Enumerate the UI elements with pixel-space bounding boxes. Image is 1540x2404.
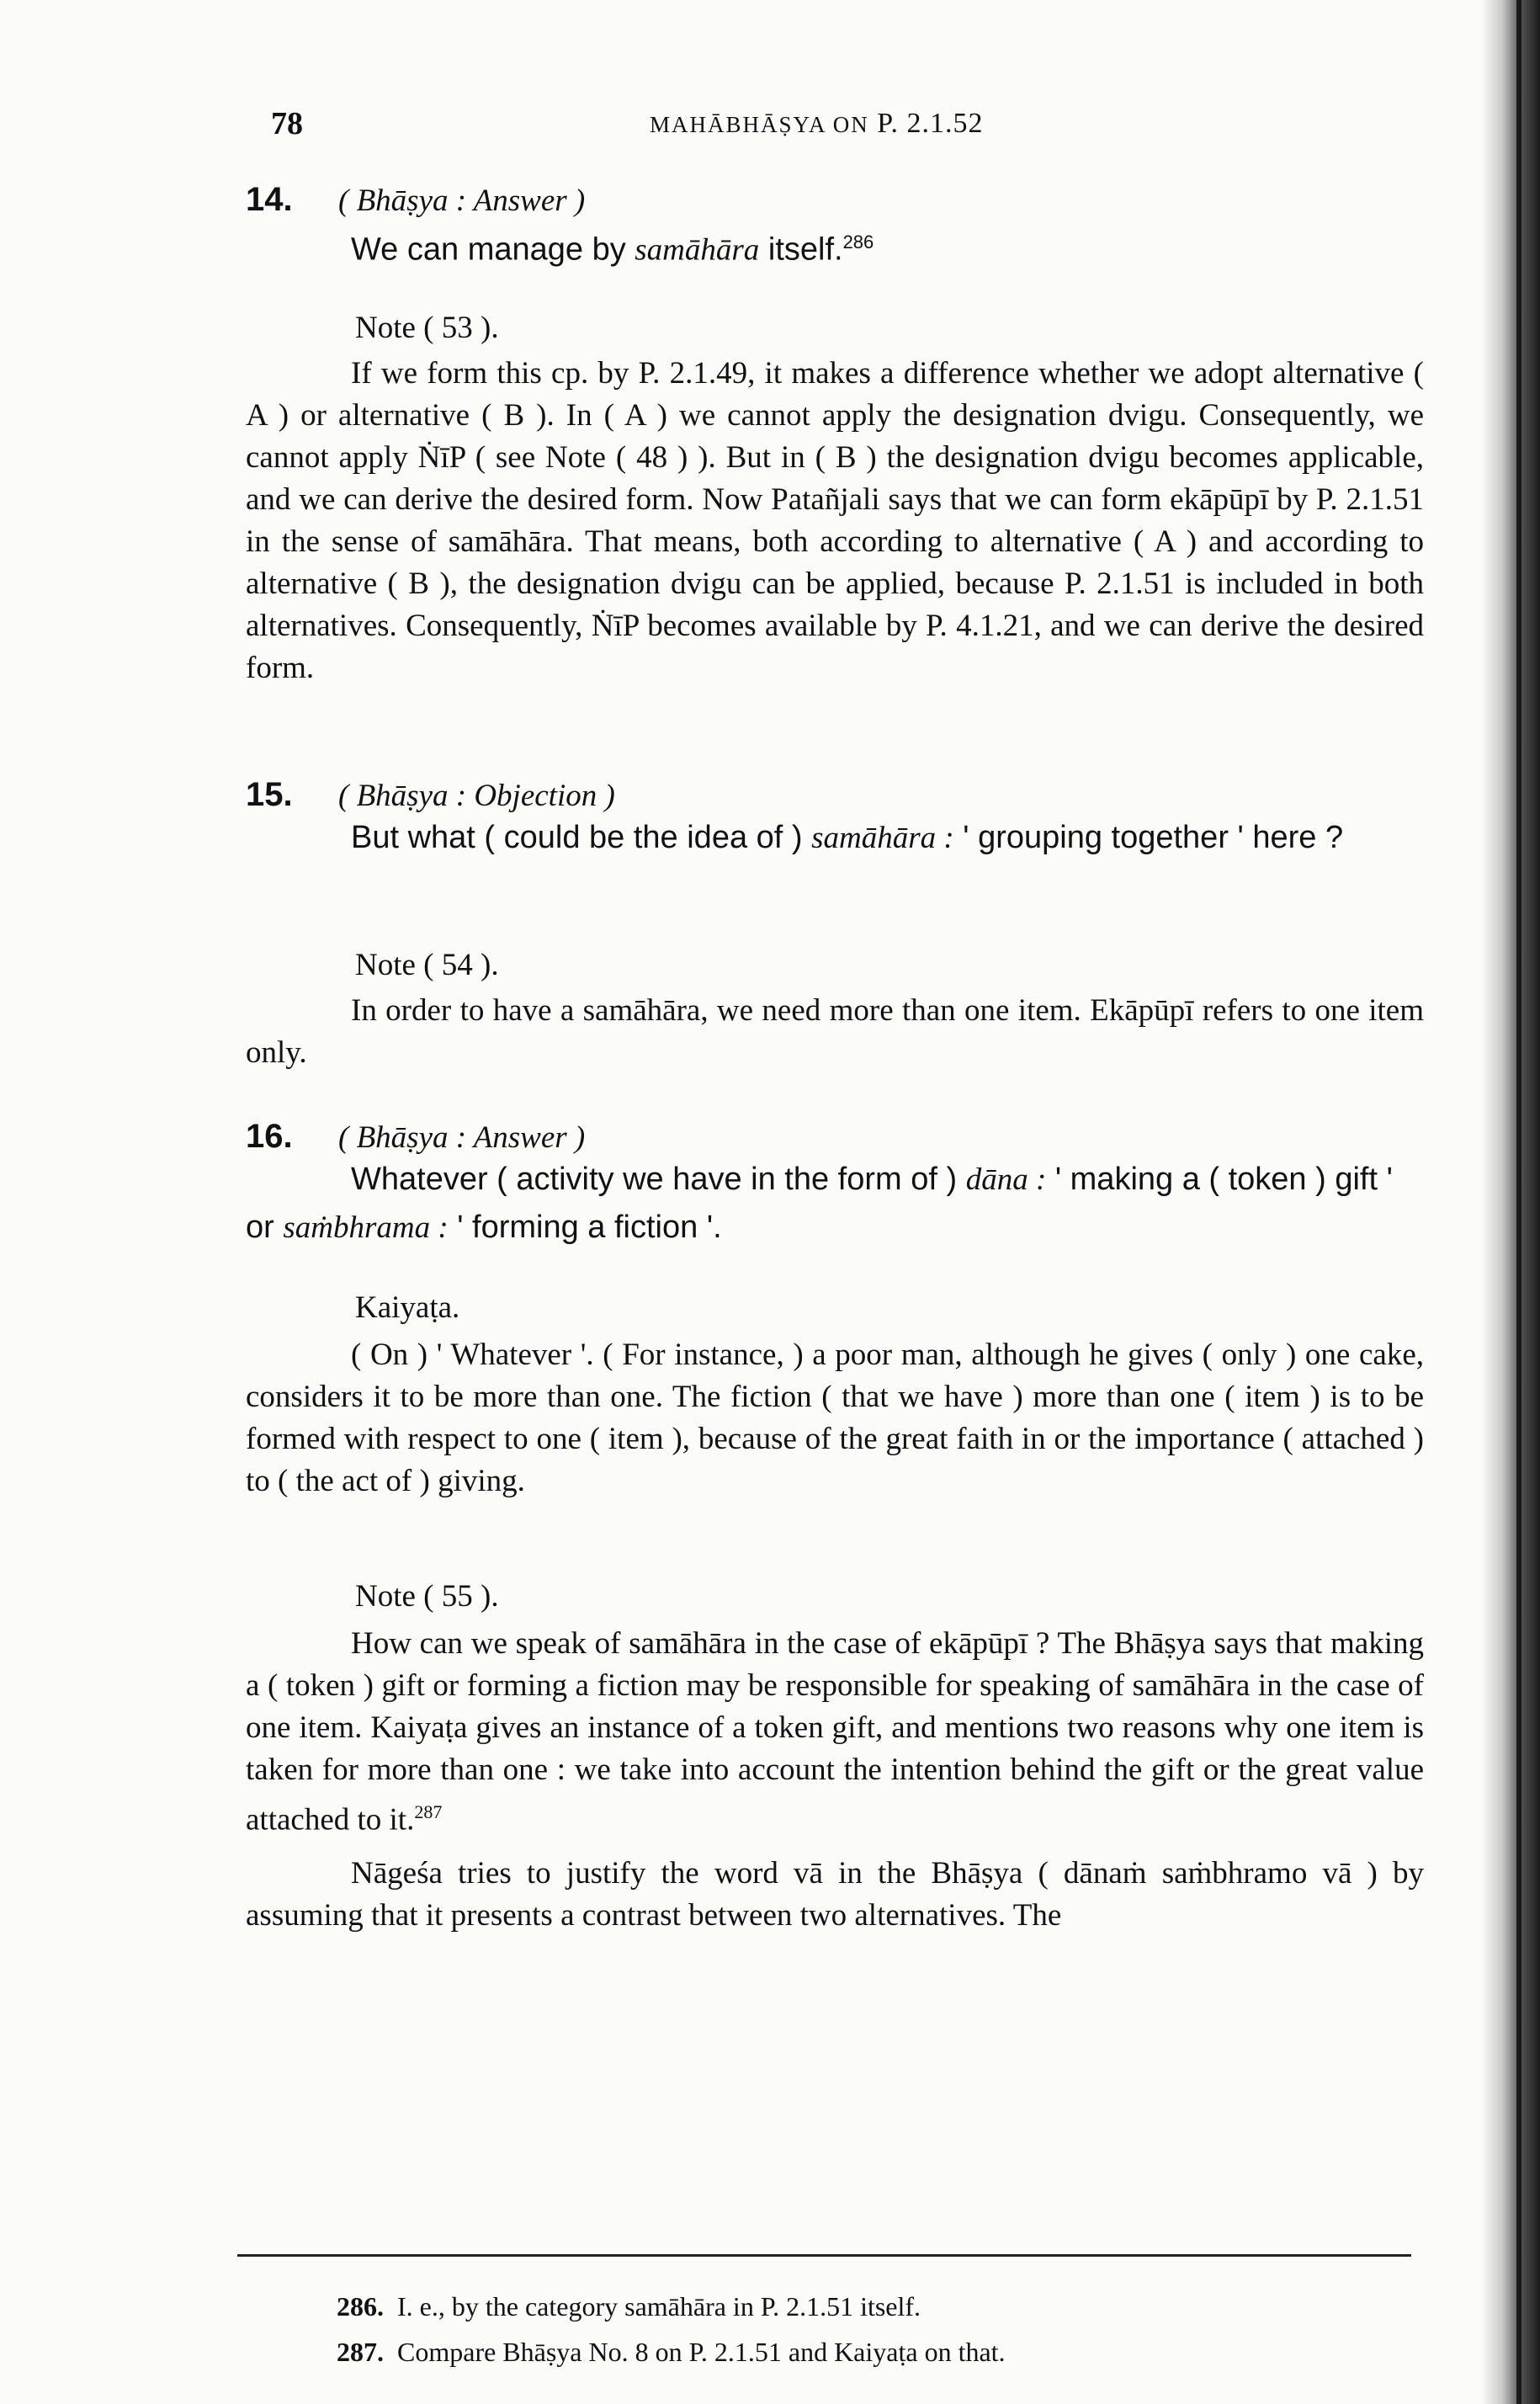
section-label: ( Bhāṣya : Objection ) [338, 779, 615, 813]
page-number: 78 [271, 106, 303, 141]
section-15 [246, 776, 1424, 862]
section-heading [246, 1118, 1424, 1156]
note-text: How can we speak of samāhāra in the case of ekāpūpī ? The Bhāṣya says that making a ( token ) gift or forming a fiction may be responsible for speaking of samāhāra in the case of one item. Kaiyaṭa gives an instance of a token gift, and mentions two reasons why one item is taken for more than one : we take into account the intention behind the gift or the great value attached to it.$^{287}$ [246, 1626, 1424, 1838]
section-16 [246, 1118, 1424, 1252]
section-number: 15. [246, 776, 293, 813]
scan-binding-shadow [1481, 0, 1540, 2404]
section-label: ( Bhāṣya : Answer ) [338, 183, 586, 218]
section-14 [246, 181, 1424, 274]
footnote-286: 286. I. e., by the category samāhāra in P. 2.1.51 itself. [337, 2291, 921, 2322]
note-label: Note ( 54 ). [355, 948, 499, 982]
bhasya-text: Whatever ( activity we have in the form of ) dāna : ' making a ( token ) gift ' or saṁbhrama : ' forming a fiction '. [246, 1162, 1393, 1245]
section-heading [246, 181, 1424, 219]
footnote-ref: 287 [414, 1801, 443, 1822]
note-54 [246, 947, 1424, 1074]
section-label: ( Bhāṣya : Answer ) [338, 1120, 586, 1155]
note-label: Note ( 55 ). [355, 1579, 499, 1614]
commentary-label: Kaiyaṭa. [355, 1290, 460, 1325]
kaiyata-commentary [246, 1290, 1424, 1502]
page-header [271, 105, 1432, 156]
section-heading [246, 776, 1424, 814]
section-number: 16. [246, 1118, 293, 1155]
note-text: If we form this cp. by P. 2.1.49, it makes a difference whether we adopt alternative ( A ) or alternative ( B ). In ( A ) we cannot apply the designation dvigu. Consequently, we cannot apply ṄīP ( see Note ( 48 ) ). But in ( B ) the designation dvigu becomes applicable, and we can derive the desired form. Now Patañjali says that we can form ekāpūpī by P. 2.1.51 in the sense of samāhāra. That means, both according to alternative ( A ) and according to alternative ( B ), the designation dvigu can be applied, because P. 2.1.51 is included in both alternatives. Consequently, ṄīP becomes available by P. 4.1.21, and we can derive the desired form. [246, 356, 1424, 685]
commentary-text: ( On ) ' Whatever '. ( For instance, ) a poor man, although he gives ( only ) one cake, considers it to be more than one. The fiction ( that we have ) more than one ( item ) is to be formed with respect to one ( item ), because of the great faith in or the importance ( attached ) to ( the act of ) giving. [246, 1338, 1424, 1498]
note-53 [246, 310, 1424, 689]
running-head: MAHĀBHĀṢYA ON P. 2.1.52 [650, 108, 984, 139]
footnote-ref: 286 [842, 231, 874, 253]
note-text-continued: Nāgeśa tries to justify the word vā in the Bhāṣya ( dānaṁ saṁbhramo vā ) by assuming that it presents a contrast between two alternatives. The [246, 1856, 1424, 1933]
note-text: In order to have a samāhāra, we need more than one item. Ekāpūpī refers to one item only. [246, 993, 1424, 1070]
section-number: 14. [246, 181, 293, 218]
scan-edge-line [1516, 0, 1521, 2404]
note-label: Note ( 53 ). [355, 311, 499, 345]
note-55 [246, 1578, 1424, 1937]
bhasya-text: But what ( could be the idea of ) samāhāra : ' grouping together ' here ? [351, 820, 1344, 855]
bhasya-text: We can manage by samāhāra itself.$^{286}$ [351, 231, 874, 268]
footnote-287: 287. Compare Bhāṣya No. 8 on P. 2.1.51 and Kaiyaṭa on that. [337, 2337, 1006, 2367]
footnote-divider [237, 2254, 1411, 2257]
